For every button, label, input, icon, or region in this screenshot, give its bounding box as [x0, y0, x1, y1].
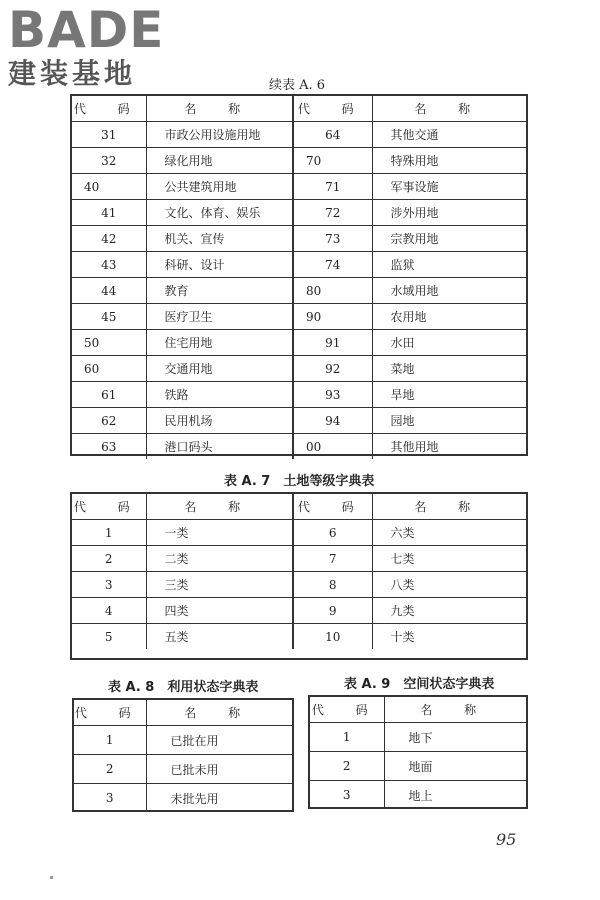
page-number: 95	[496, 830, 517, 849]
name-cell: 一类	[146, 520, 293, 546]
name-cell: 地面	[384, 752, 526, 781]
code-cell: 3	[72, 572, 146, 598]
code-cell: 80	[293, 278, 372, 304]
name-cell: 教育	[146, 278, 293, 304]
code-cell: 1	[72, 520, 146, 546]
code-cell: 91	[293, 330, 372, 356]
code-cell: 2	[74, 755, 146, 784]
code-cell: 3	[342, 788, 351, 802]
name-cell: 六类	[372, 520, 526, 546]
name-cell: 园地	[372, 408, 526, 434]
name-cell: 地下	[384, 723, 526, 752]
header-code: 代 码	[72, 96, 146, 122]
code-cell: 7	[293, 546, 372, 572]
name-cell: 交通用地	[146, 356, 293, 382]
code-cell: 1	[310, 723, 384, 752]
code-cell: 32	[72, 148, 146, 174]
name-cell: 九类	[372, 598, 526, 624]
code-cell: 2	[310, 752, 384, 781]
name-cell: 科研、设计	[146, 252, 293, 278]
logo-latin: BADE	[8, 1, 165, 59]
name-cell: 地上	[384, 781, 526, 810]
name-cell: 五类	[146, 624, 293, 650]
code-cell: 62	[72, 408, 146, 434]
header-code: 代 码	[72, 494, 146, 520]
header-name: 名 称	[384, 697, 526, 723]
name-cell: 十类	[372, 624, 526, 650]
name-cell: 军事设施	[372, 174, 526, 200]
code-cell: 45	[72, 304, 146, 330]
name-cell: 四类	[146, 598, 293, 624]
table-a6-frame	[70, 94, 528, 456]
name-cell: 铁路	[146, 382, 293, 408]
code-cell: 93	[293, 382, 372, 408]
name-cell: 机关、宣传	[146, 226, 293, 252]
header-name: 名 称	[146, 700, 292, 726]
header-code: 代 码	[310, 697, 384, 723]
code-cell: 1	[74, 726, 146, 755]
header-code: 代 码	[293, 96, 372, 122]
header-name: 名 称	[372, 96, 526, 122]
code-cell: 00	[293, 434, 372, 460]
table-a8-frame	[72, 698, 294, 812]
code-cell: 10	[293, 624, 372, 650]
name-cell: 公共建筑用地	[146, 174, 293, 200]
name-cell: 港口码头	[146, 434, 293, 460]
name-cell: 三类	[146, 572, 293, 598]
header-name: 名 称	[146, 494, 293, 520]
name-cell: 已批在用	[146, 726, 292, 755]
code-cell: 43	[72, 252, 146, 278]
name-cell: 二类	[146, 546, 293, 572]
name-cell: 菜地	[372, 356, 526, 382]
name-cell: 未批先用	[146, 784, 292, 813]
code-cell: 71	[293, 174, 372, 200]
name-cell: 七类	[372, 546, 526, 572]
name-cell: 水域用地	[372, 278, 526, 304]
code-cell: 60	[72, 356, 146, 382]
name-cell: 宗教用地	[372, 226, 526, 252]
name-cell: 已批未用	[146, 755, 292, 784]
name-cell: 水田	[372, 330, 526, 356]
code-cell: 41	[72, 200, 146, 226]
name-cell: 市政公用设施用地	[146, 122, 293, 148]
header-code: 代 码	[293, 494, 372, 520]
code-cell: 61	[72, 382, 146, 408]
header-code: 代 码	[74, 700, 146, 726]
code-cell: 42	[72, 226, 146, 252]
code-cell: 8	[293, 572, 372, 598]
table-a7-frame	[70, 492, 528, 660]
code-cell: 9	[293, 598, 372, 624]
code-cell: 64	[293, 122, 372, 148]
table-a8-caption: 表 A. 8 利用状态字典表	[108, 680, 259, 695]
code-cell: 31	[72, 122, 146, 148]
code-cell: 73	[293, 226, 372, 252]
scan-speck	[50, 876, 53, 879]
name-cell: 医疗卫生	[146, 304, 293, 330]
code-cell: 70	[293, 148, 372, 174]
code-cell: 50	[72, 330, 146, 356]
code-cell: 90	[293, 304, 372, 330]
name-cell: 民用机场	[146, 408, 293, 434]
code-cell: 4	[72, 598, 146, 624]
table-a6-caption: 续表 A. 6	[269, 78, 326, 93]
bade-logo	[8, 2, 183, 94]
code-cell: 72	[293, 200, 372, 226]
table-a7-caption: 表 A. 7 土地等级字典表	[224, 474, 375, 489]
table-a9-caption: 表 A. 9 空间状态字典表	[344, 677, 495, 692]
code-cell: 74	[293, 252, 372, 278]
logo-chinese: 建装基地	[8, 57, 137, 90]
name-cell: 涉外用地	[372, 200, 526, 226]
name-cell: 绿化用地	[146, 148, 293, 174]
code-cell: 44	[72, 278, 146, 304]
code-cell: 92	[293, 356, 372, 382]
code-cell: 6	[293, 520, 372, 546]
name-cell: 特殊用地	[372, 148, 526, 174]
name-cell: 其他交通	[372, 122, 526, 148]
header-name: 名 称	[146, 96, 293, 122]
name-cell: 文化、体育、娱乐	[146, 200, 293, 226]
code-cell: 40	[72, 174, 146, 200]
header-name: 名 称	[372, 494, 526, 520]
name-cell: 旱地	[372, 382, 526, 408]
name-cell: 其他用地	[372, 434, 526, 460]
code-cell: 3	[105, 791, 114, 805]
code-cell: 94	[293, 408, 372, 434]
code-cell: 2	[72, 546, 146, 572]
name-cell: 住宅用地	[146, 330, 293, 356]
name-cell: 监狱	[372, 252, 526, 278]
table-a9-frame	[308, 695, 528, 809]
code-cell: 5	[104, 629, 113, 644]
name-cell: 农用地	[372, 304, 526, 330]
code-cell: 63	[101, 439, 117, 454]
name-cell: 八类	[372, 572, 526, 598]
